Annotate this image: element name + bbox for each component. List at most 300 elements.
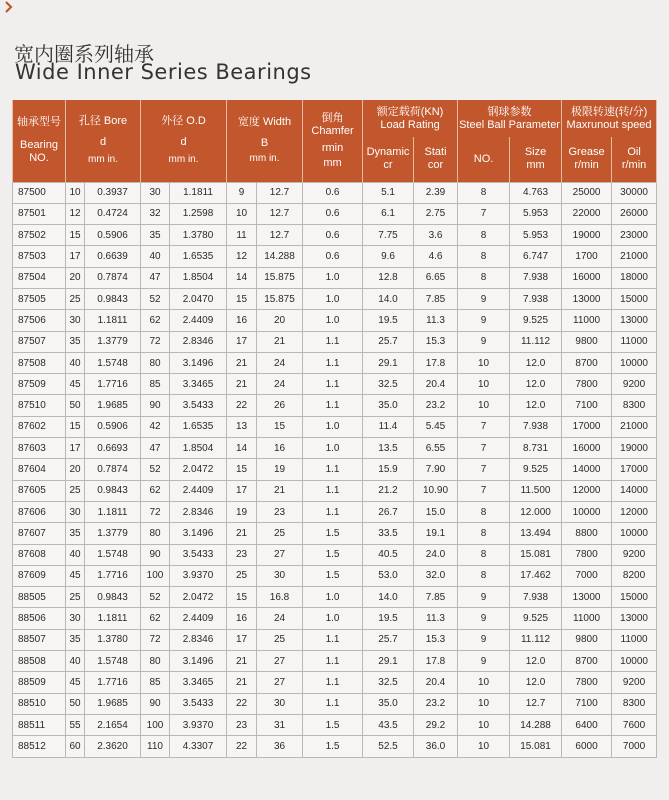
cell-grease-speed: 7100 [562, 395, 612, 416]
cell-static-load: 20.4 [414, 374, 458, 395]
cell-oil-speed: 15000 [612, 288, 657, 309]
cell-bore-mm: 25 [66, 480, 85, 501]
cell-width-mm: 25 [227, 565, 257, 586]
cell-bore-mm: 30 [66, 501, 85, 522]
page-title-cn: 宽内圈系列轴承 [14, 42, 154, 66]
cell-grease-speed: 7100 [562, 693, 612, 714]
cell-width-in: 24 [257, 608, 303, 629]
cell-bore-in: 1.7716 [85, 672, 141, 693]
cell-ball-size: 14.288 [510, 714, 562, 735]
cell-chamfer: 1.5 [303, 714, 363, 735]
cell-bore-in: 1.5748 [85, 651, 141, 672]
table-row [13, 288, 657, 309]
cell-ball-count: 8 [458, 267, 510, 288]
header-bore-title: 孔径 Bore [78, 115, 128, 128]
cell-width-in: 14.288 [257, 246, 303, 267]
cell-bore-in: 1.3780 [85, 629, 141, 650]
cell-width-mm: 21 [227, 672, 257, 693]
cell-bore-in: 1.3779 [85, 523, 141, 544]
header-speed [562, 100, 657, 137]
table-row [13, 225, 657, 246]
cell-width-in: 36 [257, 736, 303, 757]
cell-oil-speed: 9200 [612, 374, 657, 395]
cell-bore-in: 0.6639 [85, 246, 141, 267]
cell-bearing-no: 88505 [13, 587, 66, 608]
cell-width-mm: 16 [227, 608, 257, 629]
cell-oil-speed: 13000 [612, 310, 657, 331]
table-row [13, 310, 657, 331]
cell-ball-size: 9.525 [510, 608, 562, 629]
cell-bore-mm: 40 [66, 352, 85, 373]
cell-width-mm: 10 [227, 203, 257, 224]
cell-width-mm: 14 [227, 438, 257, 459]
cell-bore-mm: 50 [66, 693, 85, 714]
header-chamfer-unit: mm [323, 156, 342, 169]
cell-chamfer: 1.1 [303, 501, 363, 522]
cell-bore-mm: 20 [66, 459, 85, 480]
cell-grease-speed: 8700 [562, 651, 612, 672]
cell-static-load: 3.6 [414, 225, 458, 246]
cell-oil-speed: 7600 [612, 714, 657, 735]
header-od-title: 外径 O.D [161, 115, 206, 128]
header-width-title: 宽度 Width [237, 116, 292, 129]
cell-od-mm: 35 [141, 225, 170, 246]
cell-width-in: 19 [257, 459, 303, 480]
header-load-cn: 额定载荷(KN) [376, 105, 444, 118]
cell-width-in: 21 [257, 331, 303, 352]
cell-chamfer: 1.5 [303, 736, 363, 757]
cell-chamfer: 1.1 [303, 395, 363, 416]
cell-bearing-no: 87608 [13, 544, 66, 565]
cell-chamfer: 1.1 [303, 459, 363, 480]
header-ball-en: Steel Ball Parameter [459, 118, 560, 131]
header-dynamic [363, 137, 414, 182]
cell-bore-mm: 45 [66, 374, 85, 395]
cell-bearing-no: 87503 [13, 246, 66, 267]
header-bearing-no: NO. [29, 152, 49, 165]
cell-width-mm: 14 [227, 267, 257, 288]
cell-grease-speed: 7000 [562, 565, 612, 586]
cell-grease-speed: 9800 [562, 331, 612, 352]
cell-static-load: 7.85 [414, 288, 458, 309]
cell-width-in: 27 [257, 651, 303, 672]
cell-oil-speed: 17000 [612, 459, 657, 480]
cell-oil-speed: 15000 [612, 587, 657, 608]
cell-width-in: 31 [257, 714, 303, 735]
cell-bore-mm: 25 [66, 288, 85, 309]
table-row [13, 438, 657, 459]
cell-width-mm: 15 [227, 587, 257, 608]
cell-ball-size: 15.081 [510, 544, 562, 565]
cell-od-in: 3.5433 [170, 544, 227, 565]
cell-grease-speed: 6000 [562, 736, 612, 757]
cell-ball-count: 7 [458, 416, 510, 437]
cell-bore-in: 2.3620 [85, 736, 141, 757]
cell-width-in: 30 [257, 693, 303, 714]
cell-ball-size: 7.938 [510, 416, 562, 437]
header-ball-size-label: Size [524, 146, 547, 159]
cell-od-in: 1.1811 [170, 182, 227, 203]
cell-ball-size: 7.938 [510, 587, 562, 608]
cell-od-in: 3.3465 [170, 672, 227, 693]
cell-width-in: 25 [257, 629, 303, 650]
cell-ball-size: 9.525 [510, 310, 562, 331]
cell-oil-speed: 19000 [612, 438, 657, 459]
header-bearing-en: Bearing [20, 139, 58, 152]
cell-ball-size: 4.763 [510, 182, 562, 203]
header-grease-label: Grease [568, 146, 605, 159]
header-static-label: Stati [424, 146, 447, 159]
cell-bearing-no: 88508 [13, 651, 66, 672]
cell-chamfer: 0.6 [303, 246, 363, 267]
cell-bearing-no: 87501 [13, 203, 66, 224]
header-oil-label: Oil [627, 146, 641, 159]
cell-ball-count: 8 [458, 523, 510, 544]
header-load-en: Load Rating [380, 118, 440, 131]
header-chamfer-sym: rmin [321, 141, 344, 154]
cell-oil-speed: 23000 [612, 225, 657, 246]
cell-bore-in: 0.7874 [85, 459, 141, 480]
header-ball-size-unit: mm [526, 159, 545, 172]
cell-od-mm: 80 [141, 651, 170, 672]
header-od-sym: d [180, 136, 187, 149]
cell-chamfer: 1.5 [303, 523, 363, 544]
header-oil [612, 137, 657, 182]
cell-ball-size: 5.953 [510, 203, 562, 224]
cell-bore-mm: 12 [66, 203, 85, 224]
cell-bearing-no: 88509 [13, 672, 66, 693]
cell-ball-size: 12.7 [510, 693, 562, 714]
cell-dynamic-load: 43.5 [363, 714, 414, 735]
cell-grease-speed: 8800 [562, 523, 612, 544]
cell-bearing-no: 87509 [13, 374, 66, 395]
cell-ball-size: 5.953 [510, 225, 562, 246]
cell-width-in: 24 [257, 374, 303, 395]
table-row [13, 608, 657, 629]
cell-static-load: 5.45 [414, 416, 458, 437]
cell-grease-speed: 1700 [562, 246, 612, 267]
cell-od-in: 3.5433 [170, 693, 227, 714]
cell-od-mm: 30 [141, 182, 170, 203]
cell-ball-size: 6.747 [510, 246, 562, 267]
cell-od-in: 2.8346 [170, 629, 227, 650]
header-grease-unit: r/min [574, 159, 599, 172]
header-bore-sym: d [99, 136, 107, 149]
cell-chamfer: 1.0 [303, 416, 363, 437]
cell-oil-speed: 11000 [612, 331, 657, 352]
cell-od-mm: 90 [141, 395, 170, 416]
cell-grease-speed: 7800 [562, 374, 612, 395]
header-width [227, 100, 303, 182]
cell-ball-count: 8 [458, 225, 510, 246]
cell-width-in: 27 [257, 544, 303, 565]
cell-bore-mm: 45 [66, 672, 85, 693]
header-od-unit: mm in. [168, 154, 199, 166]
cell-bore-in: 1.3779 [85, 331, 141, 352]
cell-ball-size: 12.0 [510, 374, 562, 395]
cell-od-in: 1.6535 [170, 246, 227, 267]
cell-od-in: 1.8504 [170, 267, 227, 288]
cell-ball-count: 9 [458, 587, 510, 608]
cell-dynamic-load: 6.1 [363, 203, 414, 224]
cell-bore-in: 0.9843 [85, 587, 141, 608]
cell-od-mm: 100 [141, 565, 170, 586]
cell-bore-mm: 15 [66, 416, 85, 437]
cell-dynamic-load: 25.7 [363, 629, 414, 650]
cell-grease-speed: 7800 [562, 544, 612, 565]
cell-dynamic-load: 11.4 [363, 416, 414, 437]
cell-ball-size: 17.462 [510, 565, 562, 586]
cell-ball-size: 7.938 [510, 288, 562, 309]
cell-ball-count: 10 [458, 395, 510, 416]
cell-grease-speed: 11000 [562, 608, 612, 629]
cell-bearing-no: 88511 [13, 714, 66, 735]
cell-chamfer: 1.0 [303, 310, 363, 331]
cell-static-load: 6.55 [414, 438, 458, 459]
header-od [141, 100, 227, 182]
cell-width-in: 30 [257, 565, 303, 586]
cell-grease-speed: 13000 [562, 288, 612, 309]
cell-bore-in: 0.7874 [85, 267, 141, 288]
cell-static-load: 32.0 [414, 565, 458, 586]
cell-od-mm: 72 [141, 629, 170, 650]
cell-od-in: 2.0472 [170, 587, 227, 608]
cell-grease-speed: 25000 [562, 182, 612, 203]
cell-width-in: 15.875 [257, 267, 303, 288]
cell-od-mm: 110 [141, 736, 170, 757]
header-oil-unit: r/min [621, 159, 647, 172]
cell-ball-count: 8 [458, 501, 510, 522]
cell-od-in: 2.4409 [170, 608, 227, 629]
cell-oil-speed: 8200 [612, 565, 657, 586]
cell-dynamic-load: 40.5 [363, 544, 414, 565]
cell-ball-size: 11.112 [510, 629, 562, 650]
cell-width-in: 12.7 [257, 225, 303, 246]
cell-od-mm: 40 [141, 246, 170, 267]
header-ball-size [510, 137, 562, 182]
header-chamfer-cn: 倒角 [321, 111, 344, 124]
cell-width-in: 25 [257, 523, 303, 544]
cell-bore-mm: 10 [66, 182, 85, 203]
cell-od-in: 3.1496 [170, 523, 227, 544]
cell-bore-in: 1.1811 [85, 501, 141, 522]
cell-ball-size: 8.731 [510, 438, 562, 459]
cell-width-mm: 22 [227, 395, 257, 416]
cell-bore-mm: 40 [66, 544, 85, 565]
cell-od-in: 2.0470 [170, 288, 227, 309]
cell-od-mm: 52 [141, 459, 170, 480]
table-row [13, 416, 657, 437]
cell-bore-in: 1.5748 [85, 352, 141, 373]
cell-width-in: 15.875 [257, 288, 303, 309]
cell-od-in: 1.6535 [170, 416, 227, 437]
cell-ball-count: 9 [458, 310, 510, 331]
cell-width-mm: 22 [227, 693, 257, 714]
cell-static-load: 23.2 [414, 693, 458, 714]
cell-dynamic-load: 14.0 [363, 288, 414, 309]
cell-chamfer: 1.1 [303, 693, 363, 714]
cell-bore-mm: 55 [66, 714, 85, 735]
cell-bore-mm: 30 [66, 310, 85, 331]
cell-width-in: 20 [257, 310, 303, 331]
cell-oil-speed: 18000 [612, 267, 657, 288]
cell-grease-speed: 9800 [562, 629, 612, 650]
table-row [13, 459, 657, 480]
cell-od-mm: 90 [141, 693, 170, 714]
cell-ball-count: 8 [458, 182, 510, 203]
table-row [13, 203, 657, 224]
header-ball-no-label: NO. [473, 152, 494, 165]
cell-width-mm: 13 [227, 416, 257, 437]
cell-width-mm: 21 [227, 651, 257, 672]
cell-static-load: 15.3 [414, 331, 458, 352]
cell-width-mm: 9 [227, 182, 257, 203]
cell-dynamic-load: 5.1 [363, 182, 414, 203]
cell-chamfer: 1.5 [303, 544, 363, 565]
cell-width-mm: 21 [227, 523, 257, 544]
cell-static-load: 10.90 [414, 480, 458, 501]
cell-dynamic-load: 35.0 [363, 395, 414, 416]
cell-ball-size: 12.0 [510, 352, 562, 373]
cell-grease-speed: 12000 [562, 480, 612, 501]
cell-ball-size: 11.112 [510, 331, 562, 352]
cell-chamfer: 1.1 [303, 672, 363, 693]
cell-static-load: 4.6 [414, 246, 458, 267]
header-grease [562, 137, 612, 182]
table-row [13, 246, 657, 267]
cell-bore-mm: 50 [66, 395, 85, 416]
cell-bearing-no: 87605 [13, 480, 66, 501]
cell-od-mm: 100 [141, 714, 170, 735]
cell-ball-size: 7.938 [510, 267, 562, 288]
table-row [13, 629, 657, 650]
cell-bore-mm: 35 [66, 523, 85, 544]
cell-od-mm: 72 [141, 331, 170, 352]
cell-width-in: 15 [257, 416, 303, 437]
cell-ball-count: 7 [458, 438, 510, 459]
cell-oil-speed: 8300 [612, 395, 657, 416]
header-bore-unit: mm in. [88, 154, 118, 166]
cell-od-in: 1.3780 [170, 225, 227, 246]
cell-width-mm: 15 [227, 459, 257, 480]
cell-od-in: 1.2598 [170, 203, 227, 224]
cell-width-in: 16.8 [257, 587, 303, 608]
cell-dynamic-load: 52.5 [363, 736, 414, 757]
cell-ball-size: 12.000 [510, 501, 562, 522]
cell-dynamic-load: 32.5 [363, 672, 414, 693]
table-row [13, 587, 657, 608]
cell-bore-mm: 17 [66, 246, 85, 267]
cell-bore-in: 1.5748 [85, 544, 141, 565]
cell-bearing-no: 87606 [13, 501, 66, 522]
cell-bore-mm: 35 [66, 331, 85, 352]
cell-bearing-no: 87504 [13, 267, 66, 288]
cell-static-load: 11.3 [414, 608, 458, 629]
cell-width-mm: 21 [227, 374, 257, 395]
cell-ball-count: 10 [458, 672, 510, 693]
cell-chamfer: 1.1 [303, 480, 363, 501]
cell-dynamic-load: 35.0 [363, 693, 414, 714]
cell-oil-speed: 10000 [612, 651, 657, 672]
table-row [13, 374, 657, 395]
header-dynamic-sym: cr [383, 159, 393, 172]
cell-od-mm: 85 [141, 672, 170, 693]
cell-bearing-no: 87500 [13, 182, 66, 203]
cell-chamfer: 1.0 [303, 438, 363, 459]
cell-ball-count: 7 [458, 203, 510, 224]
cell-bore-mm: 45 [66, 565, 85, 586]
cell-oil-speed: 26000 [612, 203, 657, 224]
cell-od-in: 2.4409 [170, 310, 227, 331]
cell-od-mm: 52 [141, 288, 170, 309]
cell-bore-in: 0.5906 [85, 416, 141, 437]
cell-width-in: 21 [257, 480, 303, 501]
cell-ball-count: 7 [458, 480, 510, 501]
cell-oil-speed: 21000 [612, 246, 657, 267]
table-row [13, 693, 657, 714]
cell-od-mm: 90 [141, 544, 170, 565]
header-dynamic-label: Dynamic [366, 146, 410, 159]
cell-bearing-no: 88506 [13, 608, 66, 629]
cell-bore-in: 0.9843 [85, 288, 141, 309]
cell-dynamic-load: 29.1 [363, 651, 414, 672]
arrow-icon [4, 0, 14, 14]
cell-bore-in: 1.1811 [85, 310, 141, 331]
cell-bearing-no: 87506 [13, 310, 66, 331]
cell-static-load: 7.90 [414, 459, 458, 480]
cell-oil-speed: 10000 [612, 352, 657, 373]
cell-dynamic-load: 19.5 [363, 310, 414, 331]
cell-bearing-no: 87502 [13, 225, 66, 246]
cell-bore-mm: 17 [66, 438, 85, 459]
cell-grease-speed: 22000 [562, 203, 612, 224]
cell-chamfer: 0.6 [303, 225, 363, 246]
cell-od-mm: 85 [141, 374, 170, 395]
cell-ball-size: 12.0 [510, 651, 562, 672]
cell-static-load: 2.39 [414, 182, 458, 203]
cell-bore-in: 1.1811 [85, 608, 141, 629]
cell-width-mm: 17 [227, 629, 257, 650]
cell-width-mm: 22 [227, 736, 257, 757]
cell-od-in: 3.1496 [170, 651, 227, 672]
cell-grease-speed: 6400 [562, 714, 612, 735]
cell-static-load: 19.1 [414, 523, 458, 544]
bearing-table-wrapper [12, 100, 656, 758]
cell-bearing-no: 88510 [13, 693, 66, 714]
cell-width-mm: 16 [227, 310, 257, 331]
cell-ball-count: 9 [458, 331, 510, 352]
cell-ball-size: 11.500 [510, 480, 562, 501]
table-row [13, 565, 657, 586]
cell-bearing-no: 87505 [13, 288, 66, 309]
header-width-sym: B [260, 137, 269, 150]
cell-dynamic-load: 19.5 [363, 608, 414, 629]
cell-od-in: 3.1496 [170, 352, 227, 373]
cell-oil-speed: 9200 [612, 672, 657, 693]
cell-bore-in: 1.9685 [85, 395, 141, 416]
cell-od-mm: 80 [141, 523, 170, 544]
cell-bearing-no: 87508 [13, 352, 66, 373]
cell-oil-speed: 14000 [612, 480, 657, 501]
cell-chamfer: 1.0 [303, 608, 363, 629]
cell-ball-count: 8 [458, 544, 510, 565]
cell-ball-count: 10 [458, 374, 510, 395]
table-row [13, 331, 657, 352]
cell-od-mm: 80 [141, 352, 170, 373]
header-width-unit: mm in. [249, 153, 280, 165]
cell-bore-mm: 20 [66, 267, 85, 288]
cell-od-in: 2.0472 [170, 459, 227, 480]
